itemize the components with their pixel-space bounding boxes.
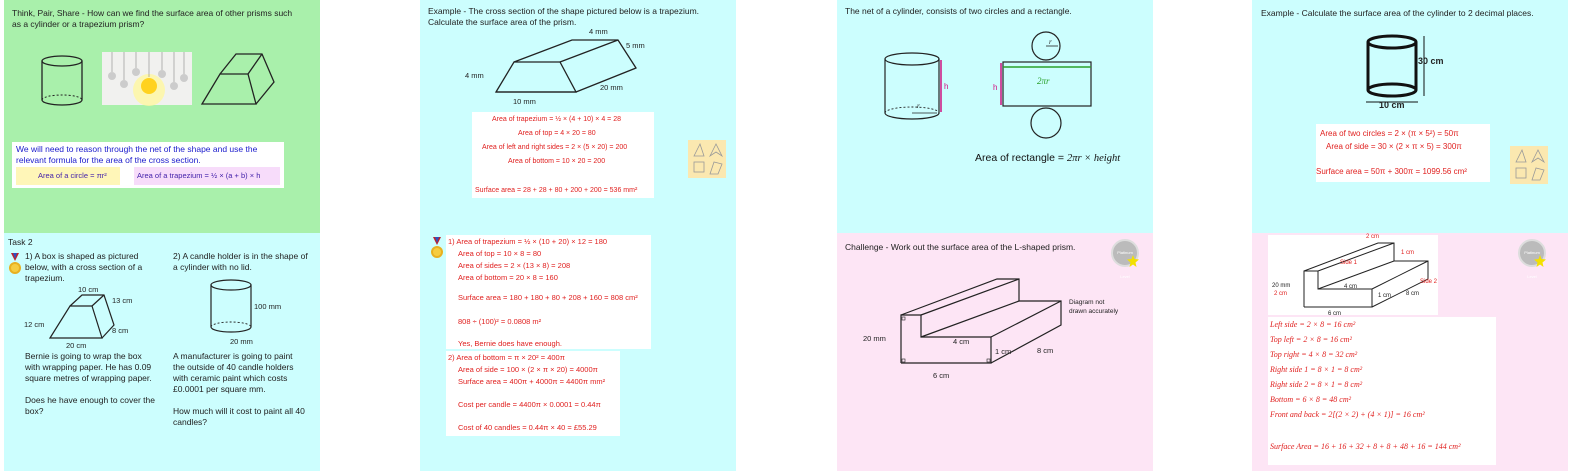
slide-l-shape-solution: [1252, 233, 1568, 471]
q1-line-1: 1) A box is shaped as pictured: [25, 251, 139, 261]
sol-line-6: Bottom = 6 × 8 = 48 cm²: [1270, 395, 1352, 404]
q2-line-2: a cylinder with no lid.: [173, 262, 252, 272]
prompt-line-2: as a cylinder or a trapezium prism?: [12, 19, 145, 29]
answer-1-line-7: Yes, Bernie does have enough.: [458, 339, 562, 348]
q1-question-1: Does he have enough to cover the: [25, 395, 155, 405]
dim-side: 5 mm: [626, 41, 645, 50]
sol-dim-4cm: 4 cm: [1344, 284, 1358, 290]
dim-height: 4 mm: [465, 71, 484, 80]
answer-2-line-5: Cost of 40 candles = 0.44π × 40 = £55.29: [458, 423, 597, 432]
trapezium-prism-icon: [200, 52, 276, 106]
slide-think-pair-share: [4, 0, 320, 233]
sol-dim-20mm: 20 mm: [1272, 283, 1291, 289]
task-title: Task 2: [8, 237, 33, 247]
rect-area-label: Area of rectangle =: [975, 152, 1067, 164]
platinum-badge-icon: Platinum Level: [1111, 239, 1139, 267]
sol-dim-6cm: 6 cm: [1328, 311, 1342, 317]
dim-length: 20 mm: [600, 83, 623, 92]
q2-question-2: candles?: [173, 417, 208, 427]
slide-net-of-cylinder: [837, 0, 1153, 233]
star-icon: [1534, 255, 1546, 267]
dim-top: 4 mm: [589, 27, 608, 36]
answer-2-line-4: Cost per candle = 4400π × 0.0001 = 0.44π: [458, 400, 601, 409]
q2-question-1: How much will it cost to paint all 40: [173, 406, 305, 416]
net-h-label: h: [993, 83, 998, 92]
cyl-working-line-1: Area of two circles = 2 × (π × 5²) = 50π: [1320, 129, 1459, 138]
q1-body-2: with wrapping paper. He has 0.09: [25, 362, 152, 372]
q2-dim-d: 20 mm: [230, 337, 253, 346]
q1-body-1: Bernie is going to wrap the box: [25, 351, 142, 361]
dim-8cm: 8 cm: [1037, 346, 1054, 355]
cyl-working-line-2: Area of side = 30 × (2 × π × 5) = 300π: [1326, 142, 1462, 151]
sol-dim-8cm: 8 cm: [1406, 291, 1420, 297]
bold-cylinder-diagram: [1362, 34, 1422, 104]
cylinder-icon: [40, 55, 85, 107]
q1-line-2: below, with a cross section of a: [25, 262, 143, 272]
cylinder-diagram: [883, 52, 945, 122]
shapes-icon: [688, 140, 726, 178]
net-title: The net of a cylinder, consists of two circles and a rectangle.: [845, 6, 1072, 16]
q1-line-3: trapezium.: [25, 273, 65, 283]
sol-line-4: Right side 1 = 8 × 1 = 8 cm²: [1270, 365, 1363, 374]
challenge-title: Challenge - Work out the surface area of the L-shaped prism.: [845, 242, 1076, 252]
q2-line-1: 2) A candle holder is in the shape of: [173, 251, 308, 261]
q1-dim-side: 13 cm: [112, 296, 133, 305]
cyl-dim-diameter: 10 cm: [1379, 100, 1405, 110]
q1-question-2: box?: [25, 406, 44, 416]
example-title-2: Calculate the surface area of the prism.: [428, 17, 577, 27]
slide-task-2: [4, 233, 320, 471]
answer-1-line-6: 808 ÷ (100)² = 0.0808 m²: [458, 317, 542, 326]
trapezium-formula: Area of a trapezium = ½ × (a + b) × h: [137, 171, 261, 180]
working-line-2: Area of top = 4 × 20 = 80: [518, 130, 596, 137]
platinum-badge-icon: Platinum Level: [1518, 239, 1546, 267]
sol-dim-2cm-left: 2 cm: [1274, 291, 1288, 297]
working-line-1: Area of trapezium = ½ × (4 + 10) × 4 = 28: [492, 116, 621, 123]
answer-2-line-2: Area of side = 100 × (2 × π × 20) = 4000π: [458, 365, 598, 374]
example-title-1: Example - The cross section of the shape pictured below is a trapezium.: [428, 6, 700, 16]
dim-6cm: 6 cm: [933, 371, 950, 380]
circle-formula: Area of a circle = πr²: [38, 171, 107, 180]
slide-task-2-answers: [420, 233, 736, 471]
sol-line-8: Surface Area = 16 + 16 + 32 + 8 + 8 + 48 + 16 = 144 cm²: [1270, 442, 1461, 451]
sol-line-7: Front and back = 2[(2 × 2) + (4 × 1)] = 16 cm²: [1270, 410, 1425, 419]
trapezium-box-diagram: [48, 291, 118, 341]
cyl-example-title: Example - Calculate the surface area of the cylinder to 2 decimal places.: [1261, 8, 1534, 18]
dim-4cm: 4 cm: [953, 337, 970, 346]
sol-dim-1cm: 1 cm: [1378, 293, 1392, 299]
sol-side-2: Side 2: [1420, 279, 1438, 285]
medal-icon: [9, 253, 21, 275]
sol-line-1: Left side = 2 × 8 = 16 cm²: [1270, 320, 1356, 329]
working-line-3: Area of left and right sides = 2 × (5 × 20) = 200: [482, 144, 628, 151]
q1-dim-base: 20 cm: [66, 341, 87, 350]
note-line-1: Diagram not: [1069, 299, 1105, 306]
answer-2-line-3: Surface area = 400π + 4000π = 4400π mm²: [458, 377, 606, 386]
q1-dim-h: 12 cm: [24, 320, 45, 329]
cyl-working-line-3: Surface area = 50π + 300π = 1099.56 cm²: [1316, 167, 1467, 176]
dim-base: 10 mm: [513, 97, 536, 106]
net-circumference-label: 2πr: [1037, 76, 1050, 86]
dim-20mm: 20 mm: [863, 334, 886, 343]
candle-cylinder-diagram: [208, 279, 254, 335]
cyl-r-label: r: [917, 102, 920, 110]
q2-body-4: £0.0001 per square mm.: [173, 384, 266, 394]
labelled-l-prism-diagram: [1300, 241, 1436, 311]
answer-1-line-5: Surface area = 180 + 180 + 80 + 208 + 160 = 808 cm²: [458, 293, 638, 302]
working-line-5: Surface area = 28 + 28 + 80 + 200 + 200 = 536 mm²: [475, 187, 638, 194]
rect-area-expression: 2πr × height: [1066, 153, 1121, 164]
answer-1-line-1: 1) Area of trapezium = ½ × (10 + 20) × 12 = 180: [448, 237, 608, 246]
medal-icon: [431, 237, 443, 259]
cyl-h-label: h: [944, 82, 949, 91]
working-line-4: Area of bottom = 10 × 20 = 200: [508, 158, 606, 165]
sol-dim-1cm-top: 1 cm: [1401, 250, 1415, 256]
q2-dim-h: 100 mm: [254, 302, 282, 311]
sol-dim-2cm: 2 cm: [1366, 234, 1380, 240]
rect-area-formula: [975, 152, 1120, 166]
cyl-dim-height: 30 cm: [1418, 56, 1444, 66]
note-line-2: drawn accurately: [1069, 308, 1119, 315]
q1-dim-top: 10 cm: [78, 285, 99, 294]
q2-body-3: with ceramic paint which costs: [173, 373, 288, 383]
q2-body-2: the outside of 40 candle holders: [173, 362, 294, 372]
dim-1cm: 1 cm: [995, 347, 1012, 356]
shapes-icon: [1510, 146, 1548, 184]
sol-line-2: Top left = 2 × 8 = 16 cm²: [1270, 335, 1352, 344]
answer-2-line-1: 2) Area of bottom = π × 20² = 400π: [448, 353, 565, 362]
sol-line-5: Right side 2 = 8 × 1 = 8 cm²: [1270, 380, 1363, 389]
reason-line-2: relevant formula for the area of the cross section.: [16, 155, 201, 165]
q1-dim-depth: 8 cm: [112, 326, 129, 335]
answer-1-line-4: Area of bottom = 20 × 8 = 160: [458, 273, 558, 282]
slide-cylinder-example: [1252, 0, 1568, 233]
answer-1-line-3: Area of sides = 2 × (13 × 8) = 208: [458, 261, 571, 270]
q2-body-1: A manufacturer is going to paint: [173, 351, 293, 361]
answer-1-line-2: Area of top = 10 × 8 = 80: [458, 249, 542, 258]
sol-side-1: Side 1: [1340, 260, 1358, 266]
slide-challenge: [837, 233, 1153, 471]
sol-line-3: Top right = 4 × 8 = 32 cm²: [1270, 350, 1358, 359]
q1-body-3: square metres of wrapping paper.: [25, 373, 152, 383]
reason-line-1: We will need to reason through the net of the shape and use the: [16, 144, 258, 154]
net-r-label: r: [1049, 38, 1052, 46]
prompt-line-1: Think, Pair, Share - How can we find the surface area of other prisms such: [12, 8, 293, 18]
lightbulbs-image: [102, 52, 192, 105]
star-icon: [1127, 255, 1139, 267]
slide-example-trapezium: [420, 0, 736, 233]
